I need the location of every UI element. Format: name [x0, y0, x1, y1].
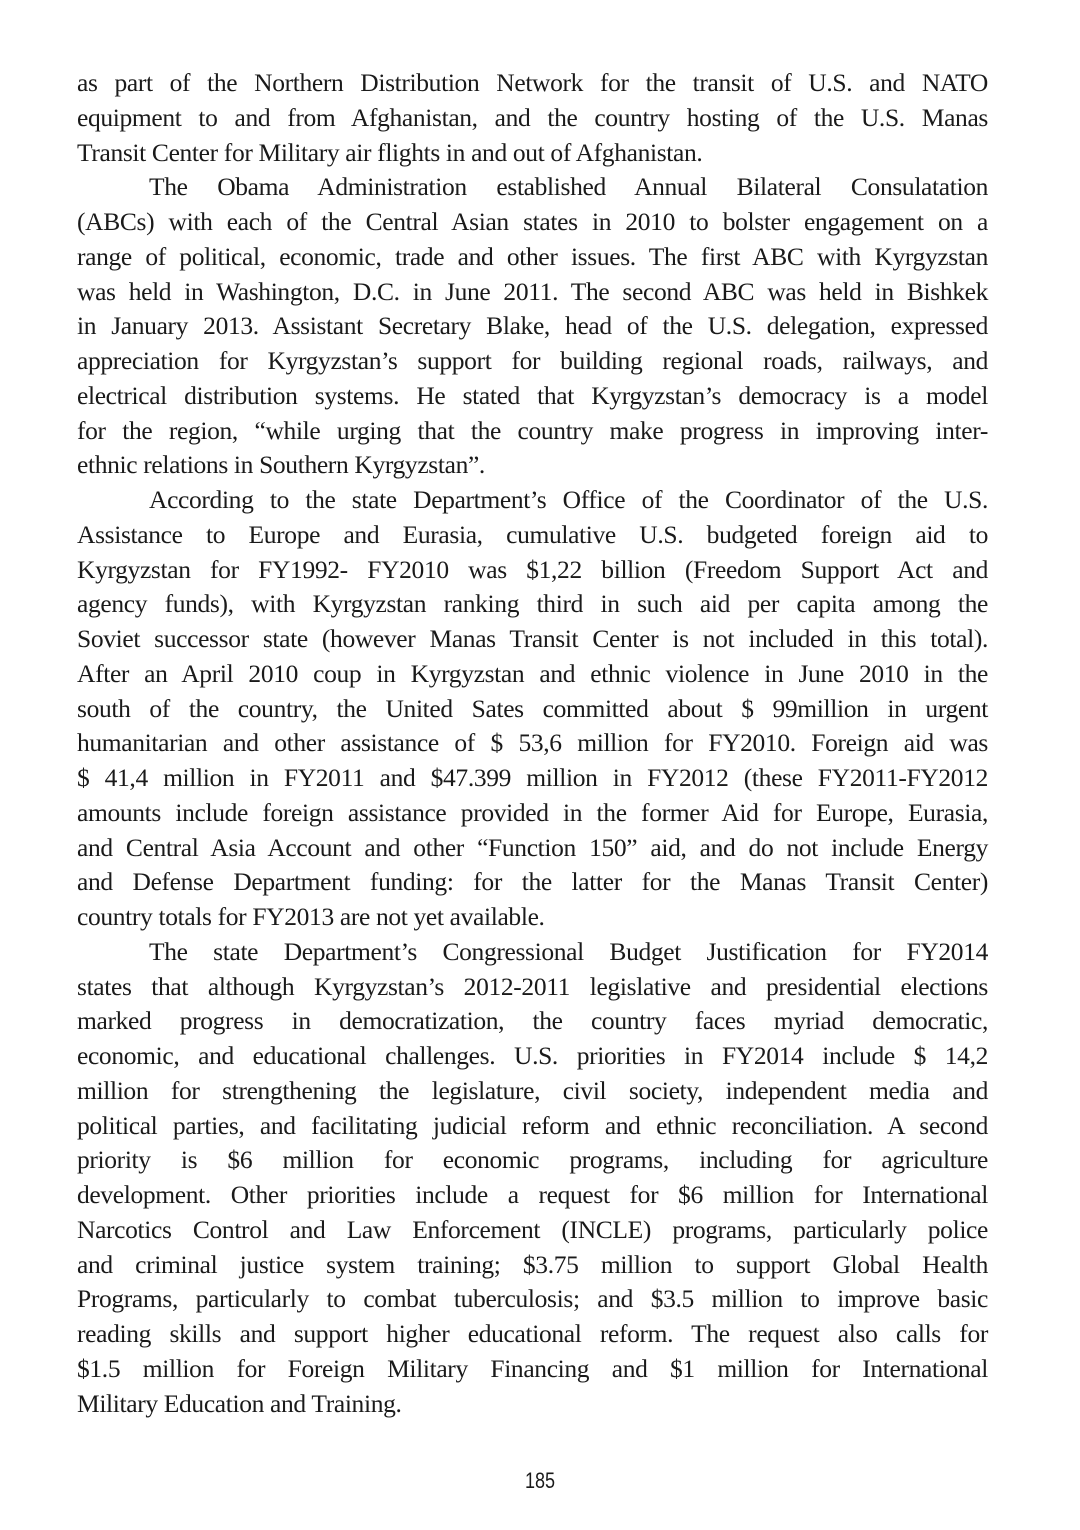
text-line — [77, 1248, 988, 1283]
text-line-content: economic, and educational challenges. U.S. priorities in FY2014 include $ 14,2 — [77, 1041, 988, 1070]
text-line — [77, 553, 988, 588]
text-line-content: and criminal justice system training; $3.75 million to support Global Health — [77, 1249, 988, 1279]
text-line-content: as part of the Northern Distribution Network for the transit of U.S. and NATO — [77, 68, 988, 97]
text-line — [77, 622, 988, 657]
text-line — [77, 657, 988, 692]
text-line — [77, 726, 988, 761]
text-line-content: agency funds), with Kyrgyzstan ranking third in such aid per capita among the — [77, 589, 988, 619]
text-line — [77, 518, 988, 553]
text-line-content: and Central Asia Account and other “Function 150” aid, and do not include Energy — [77, 832, 988, 862]
text-line-content: Programs, particularly to combat tuberculosis; and $3.5 million to improve basic — [77, 1284, 988, 1314]
text-line — [77, 1282, 988, 1317]
document-body — [77, 66, 988, 1421]
text-line — [77, 1004, 988, 1039]
text-line — [77, 275, 988, 310]
text-line-content: Military Education and Training. — [77, 1388, 402, 1418]
text-line — [77, 136, 988, 171]
text-line — [77, 1074, 988, 1109]
text-line — [77, 900, 988, 935]
text-line-content: marked progress in democratization, the country faces myriad democratic, — [77, 1006, 988, 1036]
text-line-content: Narcotics Control and Law Enforcement (INCLE) programs, particularly police — [77, 1214, 988, 1244]
text-line — [77, 344, 988, 379]
page-number: 185 — [524, 1468, 556, 1493]
text-line-content: equipment to and from Afghanistan, and the country hosting of the U.S. Manas — [77, 102, 988, 132]
text-line-content: The state Department’s Congressional Budget Justification for FY2014 — [149, 936, 988, 966]
text-line-content: priority is $6 million for economic programs, including for agriculture — [77, 1145, 988, 1175]
text-line — [77, 448, 988, 483]
text-line — [77, 1387, 988, 1422]
text-line-content: Kyrgyzstan for FY1992- FY2010 was $1,22 billion (Freedom Support Act and — [77, 554, 988, 584]
text-line — [77, 935, 988, 970]
text-line — [77, 240, 988, 275]
text-line — [77, 692, 988, 727]
text-line-content: million for strengthening the legislature, civil society, independent media and — [77, 1075, 988, 1105]
text-line-content: states that although Kyrgyzstan’s 2012-2011 legislative and presidential elections — [77, 971, 988, 1001]
text-line — [77, 796, 988, 831]
text-line — [77, 379, 988, 414]
text-line-content: and Defense Department funding: for the latter for the Manas Transit Center) — [77, 867, 988, 897]
text-line-content: After an April 2010 coup in Kyrgyzstan and ethnic violence in June 2010 in the — [77, 658, 988, 688]
text-line — [77, 101, 988, 136]
text-line — [77, 1317, 988, 1352]
paragraph — [77, 66, 988, 170]
paragraph — [77, 170, 988, 483]
paragraph — [77, 935, 988, 1422]
text-line — [77, 309, 988, 344]
text-line — [77, 1039, 988, 1074]
text-line — [77, 970, 988, 1005]
text-line-content: appreciation for Kyrgyzstan’s support for building regional roads, railways, and — [77, 346, 988, 375]
text-line — [77, 66, 988, 101]
text-line-content: development. Other priorities include a request for $6 million for International — [77, 1180, 988, 1209]
text-line — [77, 170, 988, 205]
text-line-content: Soviet successor state (however Manas Transit Center is not included in this total). — [77, 624, 988, 653]
text-line — [77, 414, 988, 449]
text-line-content: reading skills and support higher educational reform. The request also calls for — [77, 1319, 988, 1348]
text-line-content: Transit Center for Military air flights in and out of Afghanistan. — [77, 137, 703, 167]
text-line-content: south of the country, the United Sates committed about $ 99million in urgent — [77, 693, 988, 723]
text-line — [77, 1178, 988, 1213]
text-line — [77, 1143, 988, 1178]
text-line — [77, 831, 988, 866]
text-line — [77, 483, 988, 518]
text-line-content: electrical distribution systems. He stated that Kyrgyzstan’s democracy is a model — [77, 380, 988, 410]
text-line-content: $ 41,4 million in FY2011 and $47.399 million in FY2012 (these FY2011-FY2012 — [77, 763, 988, 792]
text-line-content: political parties, and facilitating judicial reform and ethnic reconciliation. A second — [77, 1110, 988, 1140]
text-line-content: $1.5 million for Foreign Military Financing and $1 million for International — [77, 1353, 988, 1383]
text-line — [77, 865, 988, 900]
text-line-content: in January 2013. Assistant Secretary Blake, head of the U.S. delegation, expressed — [77, 311, 988, 341]
text-line — [77, 587, 988, 622]
text-line-content: Assistance to Europe and Eurasia, cumulative U.S. budgeted foreign aid to — [77, 519, 988, 549]
text-line-content: The Obama Administration established Annual Bilateral Consulatation — [149, 172, 988, 202]
text-line-content: for the region, “while urging that the country make progress in improving inter- — [77, 415, 988, 445]
text-line-content: (ABCs) with each of the Central Asian states in 2010 to bolster engagement on a — [77, 207, 988, 236]
text-line — [77, 1352, 988, 1387]
text-line — [77, 761, 988, 796]
text-line-content: country totals for FY2013 are not yet available. — [77, 902, 545, 931]
text-line — [77, 1213, 988, 1248]
text-line-content: humanitarian and other assistance of $ 53,6 million for FY2010. Foreign aid was — [77, 728, 988, 758]
paragraph — [77, 483, 988, 935]
text-line-content: range of political, economic, trade and other issues. The first ABC with Kyrgyzstan — [77, 241, 988, 271]
text-line-content: According to the state Department’s Office of the Coordinator of the U.S. — [149, 485, 988, 514]
text-line — [77, 1109, 988, 1144]
text-line-content: was held in Washington, D.C. in June 2011. The second ABC was held in Bishkek — [77, 276, 988, 306]
text-line-content: amounts include foreign assistance provided in the former Aid for Europe, Eurasia, — [77, 797, 988, 827]
text-line — [77, 205, 988, 240]
text-line-content: ethnic relations in Southern Kyrgyzstan”. — [77, 450, 485, 480]
